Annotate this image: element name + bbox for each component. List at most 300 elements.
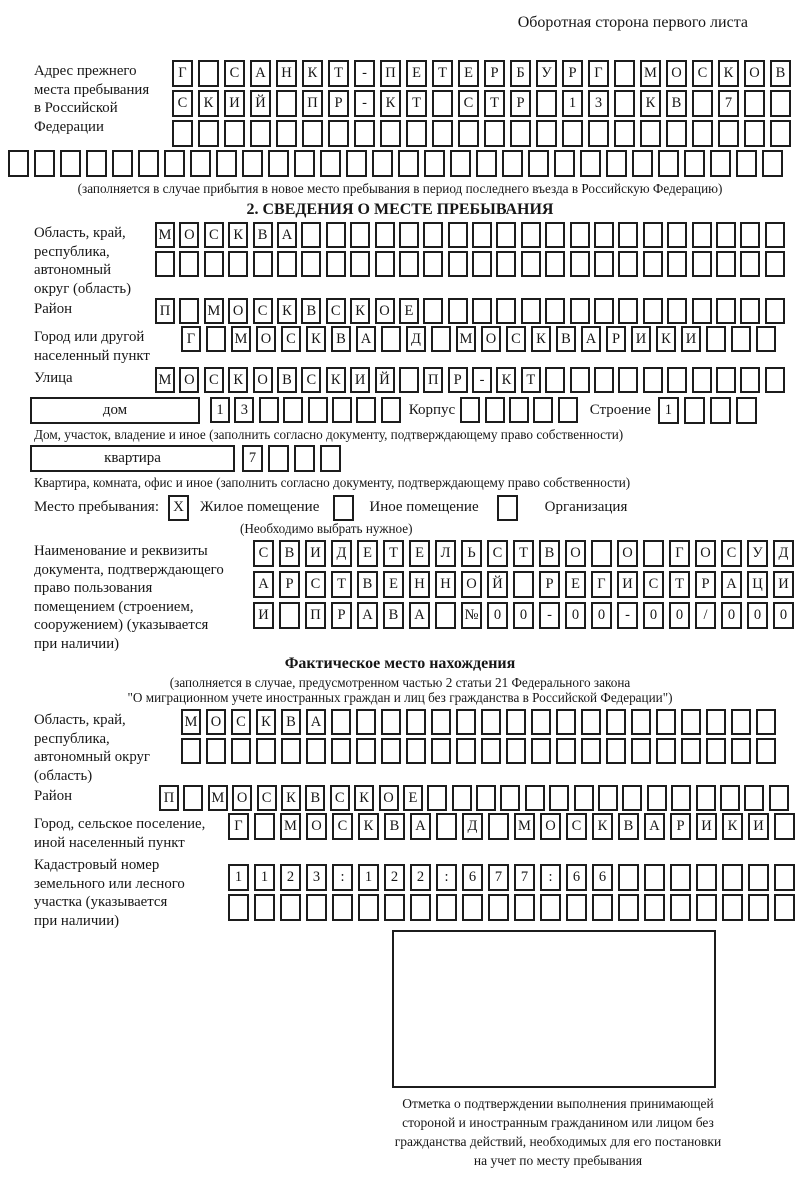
char-cell[interactable] [622,785,642,811]
char-cell[interactable] [770,120,791,147]
char-cell[interactable]: К [496,367,516,393]
char-cell[interactable] [670,864,691,891]
char-cell[interactable]: Е [383,571,404,598]
char-cell[interactable] [399,251,419,277]
char-cell[interactable]: В [556,326,576,352]
char-cell[interactable] [346,150,367,177]
char-cell[interactable]: В [357,571,378,598]
char-cell[interactable]: О [306,813,327,840]
char-cell[interactable] [375,251,395,277]
char-cell[interactable] [716,222,736,248]
char-cell[interactable]: В [618,813,639,840]
char-cell[interactable] [484,120,505,147]
char-cell[interactable] [744,785,764,811]
char-cell[interactable]: А [250,60,271,87]
char-cell[interactable] [618,222,638,248]
char-cell[interactable] [423,298,443,324]
char-cell[interactable] [294,150,315,177]
char-cell[interactable] [731,738,751,764]
char-cell[interactable]: 1 [210,397,230,423]
char-cell[interactable] [667,222,687,248]
char-cell[interactable]: М [155,367,175,393]
char-cell[interactable] [381,709,401,735]
char-cell[interactable] [716,251,736,277]
char-cell[interactable] [375,222,395,248]
char-cell[interactable] [448,298,468,324]
char-cell[interactable] [406,738,426,764]
char-cell[interactable]: С [253,540,274,567]
char-cell[interactable] [592,894,613,921]
char-cell[interactable] [276,120,297,147]
char-cell[interactable]: У [536,60,557,87]
char-cell[interactable] [667,298,687,324]
char-cell[interactable] [60,150,81,177]
char-cell[interactable] [228,251,248,277]
char-cell[interactable] [525,785,545,811]
char-cell[interactable] [488,894,509,921]
char-cell[interactable] [431,738,451,764]
char-cell[interactable]: Т [331,571,352,598]
stay-type-checkbox-other[interactable] [333,495,354,521]
char-cell[interactable]: 0 [487,602,508,629]
char-cell[interactable] [588,120,609,147]
char-cell[interactable]: В [384,813,405,840]
char-cell[interactable] [283,397,303,423]
char-cell[interactable]: 3 [588,90,609,117]
char-cell[interactable]: П [155,298,175,324]
char-cell[interactable]: Р [328,90,349,117]
char-cell[interactable]: В [331,326,351,352]
char-cell[interactable] [521,222,541,248]
char-cell[interactable]: 1 [254,864,275,891]
char-cell[interactable] [774,894,795,921]
char-cell[interactable]: 0 [669,602,690,629]
char-cell[interactable] [618,894,639,921]
char-cell[interactable] [183,785,203,811]
char-cell[interactable]: В [279,540,300,567]
char-cell[interactable] [684,397,705,424]
char-cell[interactable] [301,222,321,248]
char-cell[interactable]: А [581,326,601,352]
char-cell[interactable] [722,894,743,921]
char-cell[interactable]: Т [513,540,534,567]
char-cell[interactable]: К [302,60,323,87]
char-cell[interactable] [476,785,496,811]
char-cell[interactable] [618,864,639,891]
char-cell[interactable] [432,90,453,117]
char-cell[interactable] [254,813,275,840]
char-cell[interactable]: : [540,864,561,891]
char-cell[interactable]: О [253,367,273,393]
char-cell[interactable] [34,150,55,177]
char-cell[interactable] [254,894,275,921]
char-cell[interactable] [481,709,501,735]
char-cell[interactable]: К [326,367,346,393]
char-cell[interactable]: П [302,90,323,117]
char-cell[interactable] [692,251,712,277]
char-cell[interactable] [774,864,795,891]
char-cell[interactable]: Й [487,571,508,598]
char-cell[interactable]: Д [462,813,483,840]
char-cell[interactable]: Т [484,90,505,117]
char-cell[interactable] [231,738,251,764]
char-cell[interactable] [224,120,245,147]
char-cell[interactable]: И [253,602,274,629]
char-cell[interactable] [472,251,492,277]
char-cell[interactable] [614,90,635,117]
char-cell[interactable] [256,738,276,764]
char-cell[interactable] [692,120,713,147]
char-cell[interactable] [606,150,627,177]
char-cell[interactable]: О [666,60,687,87]
char-cell[interactable] [594,251,614,277]
char-cell[interactable]: С [305,571,326,598]
char-cell[interactable] [692,222,712,248]
char-cell[interactable] [496,222,516,248]
char-cell[interactable]: 0 [591,602,612,629]
char-cell[interactable]: - [617,602,638,629]
char-cell[interactable]: Е [409,540,430,567]
char-cell[interactable] [452,785,472,811]
char-cell[interactable]: К [640,90,661,117]
char-cell[interactable]: 1 [358,864,379,891]
char-cell[interactable] [423,251,443,277]
char-cell[interactable] [570,251,590,277]
char-cell[interactable] [531,738,551,764]
char-cell[interactable] [472,222,492,248]
char-cell[interactable] [570,367,590,393]
char-cell[interactable] [436,894,457,921]
char-cell[interactable] [533,397,553,423]
char-cell[interactable]: М [231,326,251,352]
char-cell[interactable] [216,150,237,177]
char-cell[interactable]: Г [588,60,609,87]
char-cell[interactable]: П [380,60,401,87]
char-cell[interactable] [643,222,663,248]
char-cell[interactable]: 1 [228,864,249,891]
char-cell[interactable]: О [744,60,765,87]
char-cell[interactable] [456,738,476,764]
char-cell[interactable]: Й [250,90,271,117]
char-cell[interactable] [558,397,578,423]
char-cell[interactable] [301,251,321,277]
char-cell[interactable] [190,150,211,177]
stay-type-checkbox-residential[interactable]: X [168,495,189,521]
char-cell[interactable] [331,709,351,735]
char-cell[interactable]: Л [435,540,456,567]
char-cell[interactable] [320,445,341,472]
char-cell[interactable] [594,367,614,393]
char-cell[interactable]: 7 [488,864,509,891]
char-cell[interactable]: М [456,326,476,352]
char-cell[interactable] [306,738,326,764]
char-cell[interactable]: Р [510,90,531,117]
char-cell[interactable] [448,222,468,248]
char-cell[interactable]: С [204,222,224,248]
char-cell[interactable]: 2 [280,864,301,891]
char-cell[interactable]: Г [591,571,612,598]
char-cell[interactable]: И [617,571,638,598]
char-cell[interactable] [769,785,789,811]
char-cell[interactable] [328,120,349,147]
char-cell[interactable] [756,709,776,735]
char-cell[interactable] [280,894,301,921]
char-cell[interactable]: М [514,813,535,840]
char-cell[interactable]: К [531,326,551,352]
char-cell[interactable] [496,251,516,277]
char-cell[interactable]: К [228,222,248,248]
char-cell[interactable] [614,120,635,147]
char-cell[interactable]: : [332,864,353,891]
char-cell[interactable]: А [644,813,665,840]
char-cell[interactable]: В [383,602,404,629]
char-cell[interactable]: 6 [592,864,613,891]
char-cell[interactable] [643,540,664,567]
char-cell[interactable]: О [481,326,501,352]
char-cell[interactable] [456,709,476,735]
char-cell[interactable] [740,251,760,277]
char-cell[interactable] [450,150,471,177]
char-cell[interactable] [594,298,614,324]
char-cell[interactable]: 7 [718,90,739,117]
char-cell[interactable]: - [354,90,375,117]
char-cell[interactable] [472,298,492,324]
char-cell[interactable] [556,738,576,764]
char-cell[interactable] [86,150,107,177]
char-cell[interactable]: Б [510,60,531,87]
char-cell[interactable]: 7 [242,445,263,472]
char-cell[interactable] [326,251,346,277]
char-cell[interactable]: 3 [306,864,327,891]
char-cell[interactable] [670,894,691,921]
char-cell[interactable] [350,251,370,277]
char-cell[interactable] [514,894,535,921]
char-cell[interactable] [432,120,453,147]
char-cell[interactable]: В [305,785,325,811]
char-cell[interactable] [528,150,549,177]
char-cell[interactable]: : [436,864,457,891]
char-cell[interactable]: С [330,785,350,811]
char-cell[interactable] [424,150,445,177]
char-cell[interactable]: И [748,813,769,840]
char-cell[interactable] [644,894,665,921]
char-cell[interactable] [656,709,676,735]
char-cell[interactable] [756,738,776,764]
char-cell[interactable] [762,150,783,177]
char-cell[interactable] [384,894,405,921]
char-cell[interactable] [436,813,457,840]
char-cell[interactable] [268,445,289,472]
char-cell[interactable]: Т [432,60,453,87]
char-cell[interactable]: О [179,222,199,248]
char-cell[interactable]: М [640,60,661,87]
char-cell[interactable]: К [380,90,401,117]
char-cell[interactable]: И [305,540,326,567]
char-cell[interactable]: П [423,367,443,393]
char-cell[interactable] [545,298,565,324]
char-cell[interactable]: Т [521,367,541,393]
char-cell[interactable]: - [539,602,560,629]
char-cell[interactable]: М [204,298,224,324]
char-cell[interactable] [302,120,323,147]
char-cell[interactable]: К [358,813,379,840]
char-cell[interactable] [774,813,795,840]
char-cell[interactable] [502,150,523,177]
char-cell[interactable]: В [277,367,297,393]
char-cell[interactable]: К [350,298,370,324]
char-cell[interactable] [509,397,529,423]
char-cell[interactable] [510,120,531,147]
char-cell[interactable] [513,571,534,598]
char-cell[interactable]: Е [403,785,423,811]
char-cell[interactable] [308,397,328,423]
char-cell[interactable] [744,120,765,147]
char-cell[interactable] [556,709,576,735]
char-cell[interactable]: С [224,60,245,87]
char-cell[interactable]: В [770,60,791,87]
char-cell[interactable]: К [722,813,743,840]
char-cell[interactable] [643,367,663,393]
char-cell[interactable] [268,150,289,177]
char-cell[interactable]: Е [399,298,419,324]
char-cell[interactable]: 1 [562,90,583,117]
char-cell[interactable]: С [506,326,526,352]
char-cell[interactable] [744,90,765,117]
char-cell[interactable] [354,120,375,147]
char-cell[interactable]: С [566,813,587,840]
char-cell[interactable]: М [181,709,201,735]
char-cell[interactable] [500,785,520,811]
char-cell[interactable] [731,326,751,352]
char-cell[interactable] [242,150,263,177]
char-cell[interactable] [277,251,297,277]
char-cell[interactable]: Е [565,571,586,598]
char-cell[interactable] [581,709,601,735]
char-cell[interactable] [658,150,679,177]
char-cell[interactable] [666,120,687,147]
char-cell[interactable]: С [231,709,251,735]
char-cell[interactable] [356,709,376,735]
char-cell[interactable] [667,251,687,277]
char-cell[interactable]: С [643,571,664,598]
char-cell[interactable] [8,150,29,177]
char-cell[interactable] [681,709,701,735]
char-cell[interactable] [427,785,447,811]
char-cell[interactable] [574,785,594,811]
char-cell[interactable]: Н [276,60,297,87]
char-cell[interactable]: О [375,298,395,324]
char-cell[interactable] [206,326,226,352]
char-cell[interactable]: С [332,813,353,840]
char-cell[interactable] [647,785,667,811]
char-cell[interactable] [710,150,731,177]
char-cell[interactable] [228,894,249,921]
char-cell[interactable] [485,397,505,423]
char-cell[interactable]: П [305,602,326,629]
char-cell[interactable] [179,298,199,324]
char-cell[interactable] [566,894,587,921]
char-cell[interactable]: К [592,813,613,840]
char-cell[interactable] [720,785,740,811]
char-cell[interactable] [643,251,663,277]
char-cell[interactable] [460,397,480,423]
char-cell[interactable] [716,367,736,393]
char-cell[interactable] [164,150,185,177]
char-cell[interactable]: Р [279,571,300,598]
char-cell[interactable] [406,120,427,147]
char-cell[interactable] [756,326,776,352]
char-cell[interactable]: В [253,222,273,248]
stay-type-checkbox-organization[interactable] [497,495,518,521]
char-cell[interactable]: О [256,326,276,352]
char-cell[interactable] [631,709,651,735]
char-cell[interactable]: Т [406,90,427,117]
char-cell[interactable]: Т [669,571,690,598]
char-cell[interactable] [706,326,726,352]
char-cell[interactable]: Н [435,571,456,598]
char-cell[interactable] [554,150,575,177]
char-cell[interactable]: К [198,90,219,117]
char-cell[interactable] [380,120,401,147]
char-cell[interactable]: Ь [461,540,482,567]
char-cell[interactable] [536,120,557,147]
char-cell[interactable]: Р [695,571,716,598]
char-cell[interactable]: Г [669,540,690,567]
char-cell[interactable] [667,367,687,393]
char-cell[interactable]: И [696,813,717,840]
char-cell[interactable]: 3 [234,397,254,423]
char-cell[interactable] [643,298,663,324]
char-cell[interactable]: А [277,222,297,248]
char-cell[interactable]: К [656,326,676,352]
char-cell[interactable] [618,298,638,324]
char-cell[interactable]: С [692,60,713,87]
char-cell[interactable] [204,251,224,277]
char-cell[interactable]: А [253,571,274,598]
char-cell[interactable]: О [617,540,638,567]
char-cell[interactable]: 7 [514,864,535,891]
char-cell[interactable] [716,298,736,324]
char-cell[interactable]: К [718,60,739,87]
char-cell[interactable] [332,397,352,423]
char-cell[interactable] [206,738,226,764]
char-cell[interactable]: 0 [721,602,742,629]
char-cell[interactable]: Е [357,540,378,567]
char-cell[interactable]: 1 [658,397,679,424]
char-cell[interactable]: С [301,367,321,393]
char-cell[interactable]: С [487,540,508,567]
char-cell[interactable]: Г [172,60,193,87]
char-cell[interactable] [618,251,638,277]
char-cell[interactable]: А [357,602,378,629]
char-cell[interactable]: А [356,326,376,352]
char-cell[interactable] [431,709,451,735]
char-cell[interactable] [736,150,757,177]
char-cell[interactable]: Т [383,540,404,567]
char-cell[interactable] [506,709,526,735]
char-cell[interactable]: Г [181,326,201,352]
char-cell[interactable]: У [747,540,768,567]
char-cell[interactable] [198,120,219,147]
char-cell[interactable] [684,150,705,177]
char-cell[interactable] [398,150,419,177]
char-cell[interactable]: С [326,298,346,324]
char-cell[interactable] [276,90,297,117]
char-cell[interactable] [692,298,712,324]
char-cell[interactable] [614,60,635,87]
char-cell[interactable]: / [695,602,716,629]
char-cell[interactable] [332,894,353,921]
